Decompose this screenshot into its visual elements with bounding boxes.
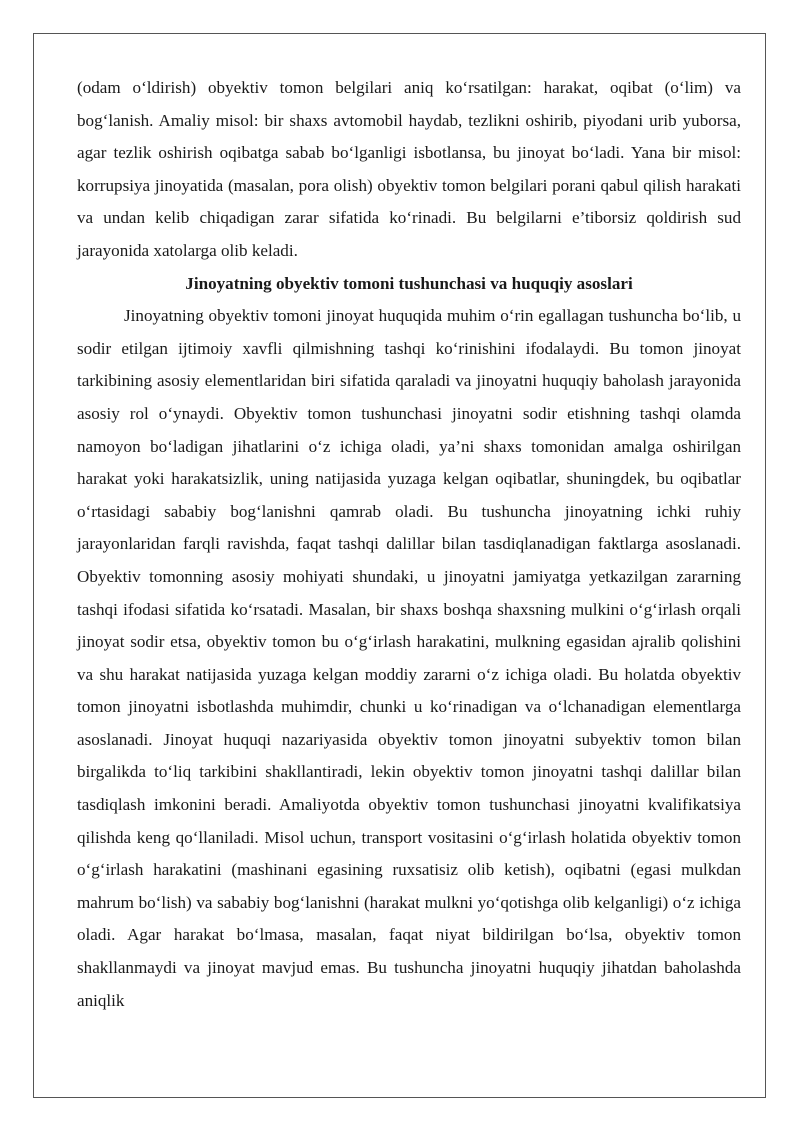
paragraph-main: Jinoyatning obyektiv tomoni jinoyat huquqida muhim o‘rin egallagan tushuncha bo‘lib, u sodir etilgan ijtimoiy xavfli qilmishning tashqi ko‘rinishini ifodalaydi. Bu tomon jinoyat tarkibining asosiy elementlaridan biri sifatida qaraladi va jinoyatni huquqiy baholash jarayonida asosiy rol o‘ynaydi. Obyektiv tomon tushunchasi jinoyatni sodir etishning tashqi olamda namoyon bo‘ladigan jihatlarini o‘z ichiga oladi, ya’ni shaxs tomonidan amalga oshirilgan harakat yoki harakatsizlik, uning natijasida yuzaga kelgan oqibatlar, shuningdek, bu oqibatlar o‘rtasidagi sababiy bog‘lanishni qamrab oladi. Bu tushuncha jinoyatning ichki ruhiy jarayonlaridan farqli ravishda, faqat tashqi dalillar bilan tasdiqlanadigan faktlarga asoslanadi. Obyektiv tomonning asosiy mohiyati shundaki, u jinoyatni jamiyatga yetkazilgan zararning tashqi ifodasi sifatida ko‘rsatadi. Masalan, bir shaxs boshqa shaxsning mulkini o‘g‘irlash orqali jinoyat sodir etsa, obyektiv tomon bu o‘g‘irlash harakatini, mulkning egasidan ajralib qolishini va shu harakat natijasida yuzaga kelgan moddiy zararni o‘z ichiga oladi. Bu holatda obyektiv tomon jinoyatni isbotlashda muhimdir, chunki u ko‘rinadigan va o‘lchanadigan elementlarga asoslanadi. Jinoyat huquqi nazariyasida obyektiv tomon jinoyatni subyektiv tomon bilan birgalikda to‘liq tarkibini shakllantiradi, lekin obyektiv tomon jinoyatni tashqi dalillar bilan tasdiqlash imkonini beradi. Amaliyotda obyektiv tomon tushunchasi jinoyatni kvalifikatsiya qilishda keng qo‘llaniladi. Misol uchun, transport vositasini o‘g‘irlash holatida obyektiv tomon o‘g‘irlash harakatini (mashinani egasining ruxsatisiz olib ketish), oqibatni (egasi mulkdan mahrum bo‘lish) va sababiy bog‘lanishni (harakat mulkni yo‘qotishga olib kelganligi) o‘z ichiga oladi. Agar harakat bo‘lmasa, masalan, faqat niyat bildirilgan bo‘lsa, obyektiv tomon shakllanmaydi va jinoyat mavjud emas. Bu tushuncha jinoyatni huquqiy jihatdan baholashda aniqlik <box>77 306 741 1010</box>
document-body <box>77 72 741 1017</box>
paragraph-continued: (odam o‘ldirish) obyektiv tomon belgilari aniq ko‘rsatilgan: harakat, oqibat (o‘lim) va bog‘lanish. Amaliy misol: bir shaxs avtomobil haydab, tezlikni oshirib, piyodani urib yuborsa, agar tezlik oshirish oqibatga sabab bo‘lganligi isbotlansa, bu jinoyat bo‘ladi. Yana bir misol: korrupsiya jinoyatida (masalan, pora olish) obyektiv tomon belgilari porani qabul qilish harakati va undan kelib chiqadigan zarar sifatida ko‘rinadi. Bu belgilarni e’tiborsiz qoldirish sud jarayonida xatolarga olib keladi. <box>77 78 741 260</box>
section-heading: Jinoyatning obyektiv tomoni tushunchasi va huquqiy asoslari <box>185 273 633 293</box>
